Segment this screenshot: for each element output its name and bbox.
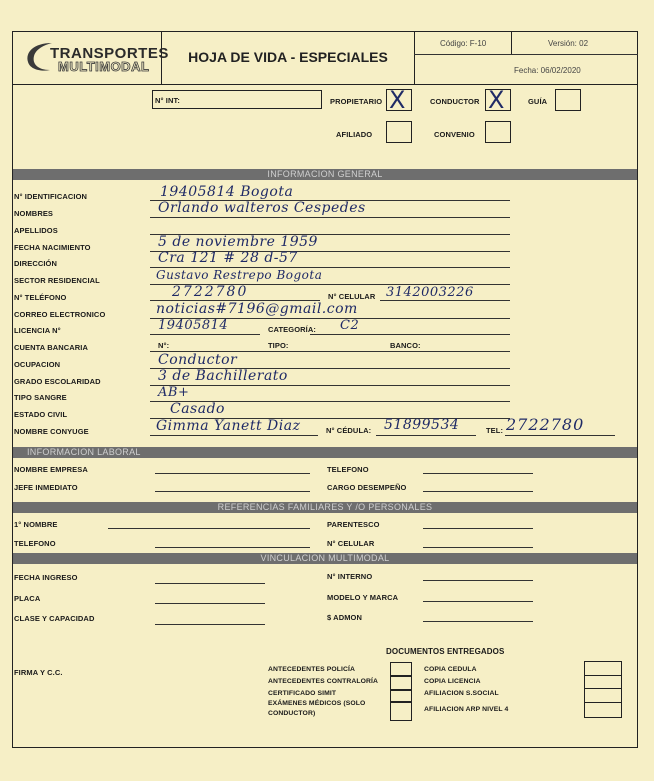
cargo-label: CARGO DESEMPEÑO	[327, 483, 407, 492]
civil-value[interactable]: Casado	[170, 401, 225, 417]
doc-right-checkbox-3[interactable]	[584, 688, 622, 703]
logo-line1: TRANSPORTES	[50, 45, 169, 62]
afiliado-label: AFILIADO	[336, 130, 373, 139]
guia-checkbox[interactable]	[555, 89, 581, 111]
escolaridad-value[interactable]: 3 de Bachillerato	[158, 368, 288, 384]
conyuge-value[interactable]: Gimma Yanett Diaz	[156, 418, 301, 434]
meta-vdivider	[511, 31, 512, 54]
cuenta-no-label: N°:	[158, 341, 170, 350]
logo-line2: MULTIMODAL	[58, 59, 150, 74]
fecha-text: Fecha: 06/02/2020	[514, 66, 581, 75]
section-referencias: REFERENCIAS FAMILIARES Y /O PERSONALES	[13, 502, 637, 513]
apellidos-label: APELLIDOS	[14, 226, 58, 235]
doc-right-checkbox-2[interactable]	[584, 675, 622, 689]
placa-line	[155, 603, 265, 604]
direccion-label: DIRECCIÓN	[14, 259, 57, 268]
laboral-telefono-label: TELEFONO	[327, 465, 369, 474]
nombres-value[interactable]: Orlando walteros Cespedes	[158, 200, 366, 216]
interno-line	[423, 580, 533, 581]
sangre-label: TIPO SANGRE	[14, 393, 67, 402]
meta-divider	[414, 54, 638, 55]
sangre-value[interactable]: AB+	[158, 385, 190, 400]
cedula-line	[376, 435, 476, 436]
section-informacion-laboral	[13, 447, 637, 458]
categoria-line	[310, 334, 510, 335]
ref-celular-line	[423, 547, 533, 548]
ref-celular-label: N° CELULAR	[327, 539, 375, 548]
doc-left-4: EXÁMENES MÉDICOS (SOLO	[268, 700, 366, 707]
section-vinculacion: VINCULACION MULTIMODAL	[13, 553, 637, 564]
empresa-line	[155, 473, 310, 474]
propietario-label: PROPIETARIO	[330, 97, 383, 106]
sector-value[interactable]: Gustavo Restrepo Bogota	[156, 268, 323, 282]
doc-left-5: CONDUCTOR)	[268, 710, 316, 717]
ocupacion-label: OCUPACION	[14, 360, 61, 369]
escolaridad-label: GRADO ESCOLARIDAD	[14, 377, 101, 386]
direccion-value[interactable]: Cra 121 # 28 d-57	[158, 250, 298, 266]
licencia-value[interactable]: 19405814	[158, 318, 229, 333]
empresa-label: NOMBRE EMPRESA	[14, 465, 88, 474]
conyuge-label: NOMBRE CONYUGE	[14, 427, 89, 436]
doc-right-2: COPIA LICENCIA	[424, 678, 481, 685]
identificacion-label: N° IDENTIFICACION	[14, 192, 88, 201]
jefe-label: JEFE INMEDIATO	[14, 483, 78, 492]
doc-left-1: ANTECEDENTES POLICÍA	[268, 666, 355, 673]
telefono-value[interactable]: 2722780	[172, 284, 249, 300]
cargo-line	[423, 491, 533, 492]
ref-telefono-line	[155, 547, 310, 548]
celular-line	[380, 300, 510, 301]
doc-left-2: ANTECEDENTES CONTRALORÍA	[268, 678, 379, 685]
form-frame	[12, 31, 638, 748]
parentesco-label: PARENTESCO	[327, 520, 380, 529]
escolaridad-line	[150, 385, 510, 386]
celular-value[interactable]: 3142003226	[386, 285, 474, 300]
tel-line	[505, 435, 615, 436]
placa-label: PLACA	[14, 594, 41, 603]
cuenta-label: CUENTA BANCARIA	[14, 343, 88, 352]
guia-label: GUÍA	[528, 97, 548, 106]
banco-label: BANCO:	[390, 341, 421, 350]
sector-label: SECTOR RESIDENCIAL	[14, 276, 100, 285]
ref-telefono-label: TELEFONO	[14, 539, 56, 548]
page-title: HOJA DE VIDA - ESPECIALES	[188, 49, 388, 65]
laboral-band-text: INFORMACION LABORAL	[27, 447, 141, 457]
doc-right-1: COPIA CEDULA	[424, 666, 477, 673]
codigo-text: Código: F-10	[440, 39, 487, 48]
firma-label: FIRMA Y C.C.	[14, 668, 63, 677]
nombres-line	[150, 217, 510, 218]
identificacion-value[interactable]: 19405814 Bogota	[160, 184, 294, 200]
doc-right-3: AFILIACION S.SOCIAL	[424, 690, 499, 697]
categoria-label: CATEGORÍA:	[268, 325, 316, 334]
licencia-line	[150, 334, 260, 335]
section-informacion-general: INFORMACION GENERAL	[13, 169, 637, 180]
propietario-check-mark: X	[389, 86, 406, 114]
admon-line	[423, 621, 533, 622]
conductor-label: CONDUCTOR	[430, 97, 480, 106]
doc-left-checkbox-3[interactable]	[390, 690, 412, 702]
correo-value[interactable]: noticias#7196@gmail.com	[156, 301, 358, 317]
tel-value[interactable]: 2722780	[506, 415, 585, 434]
doc-right-4: AFILIACION ARP NIVEL 4	[424, 706, 509, 713]
convenio-checkbox[interactable]	[485, 121, 511, 143]
correo-label: CORREO ELECTRONICO	[14, 310, 106, 319]
ocupacion-value[interactable]: Conductor	[158, 352, 238, 368]
telefono-label: N° TELÉFONO	[14, 293, 67, 302]
categoria-value[interactable]: C2	[340, 318, 360, 333]
doc-right-checkbox-1[interactable]	[584, 661, 622, 676]
version-text: Versión: 02	[548, 39, 589, 48]
parentesco-line	[423, 528, 533, 529]
doc-right-checkbox-4[interactable]	[584, 702, 622, 718]
admon-label: $ ADMON	[327, 613, 363, 622]
afiliado-checkbox[interactable]	[386, 121, 412, 143]
tipo-label: TIPO:	[268, 341, 289, 350]
nacimiento-value[interactable]: 5 de noviembre 1959	[158, 234, 318, 250]
modelo-label: MODELO Y MARCA	[327, 593, 399, 602]
jefe-line	[155, 491, 310, 492]
ref-nombre-line	[108, 528, 310, 529]
cedula-label: N° CÉDULA:	[326, 426, 372, 435]
doc-left-checkbox-4[interactable]	[390, 702, 412, 721]
company-logo	[22, 40, 169, 74]
ref-nombre-label: 1° NOMBRE	[14, 520, 58, 529]
doc-left-checkbox-1[interactable]	[390, 662, 412, 676]
nint-label: N° INT:	[155, 96, 180, 105]
ingreso-line	[155, 583, 265, 584]
clase-line	[155, 624, 265, 625]
interno-label: N° INTERNO	[327, 572, 373, 581]
nacimiento-label: FECHA NACIMIENTO	[14, 243, 91, 252]
tel-label: TEL:	[486, 426, 504, 435]
celular-label: N° CELULAR	[328, 292, 376, 301]
modelo-line	[423, 601, 533, 602]
documentos-title: DOCUMENTOS ENTREGADOS	[386, 647, 505, 656]
nombres-label: NOMBRES	[14, 209, 54, 218]
doc-left-3: CERTIFICADO SIMIT	[268, 690, 337, 697]
doc-left-checkbox-2[interactable]	[390, 676, 412, 690]
convenio-label: CONVENIO	[434, 130, 475, 139]
conductor-check-mark: X	[488, 86, 505, 114]
clase-label: CLASE Y CAPACIDAD	[14, 614, 95, 623]
laboral-telefono-line	[423, 473, 533, 474]
cedula-value[interactable]: 51899534	[384, 417, 460, 433]
licencia-label: LICENCIA N°	[14, 326, 61, 335]
conyuge-line	[150, 435, 318, 436]
civil-label: ESTADO CIVIL	[14, 410, 68, 419]
ingreso-label: FECHA INGRESO	[14, 573, 78, 582]
